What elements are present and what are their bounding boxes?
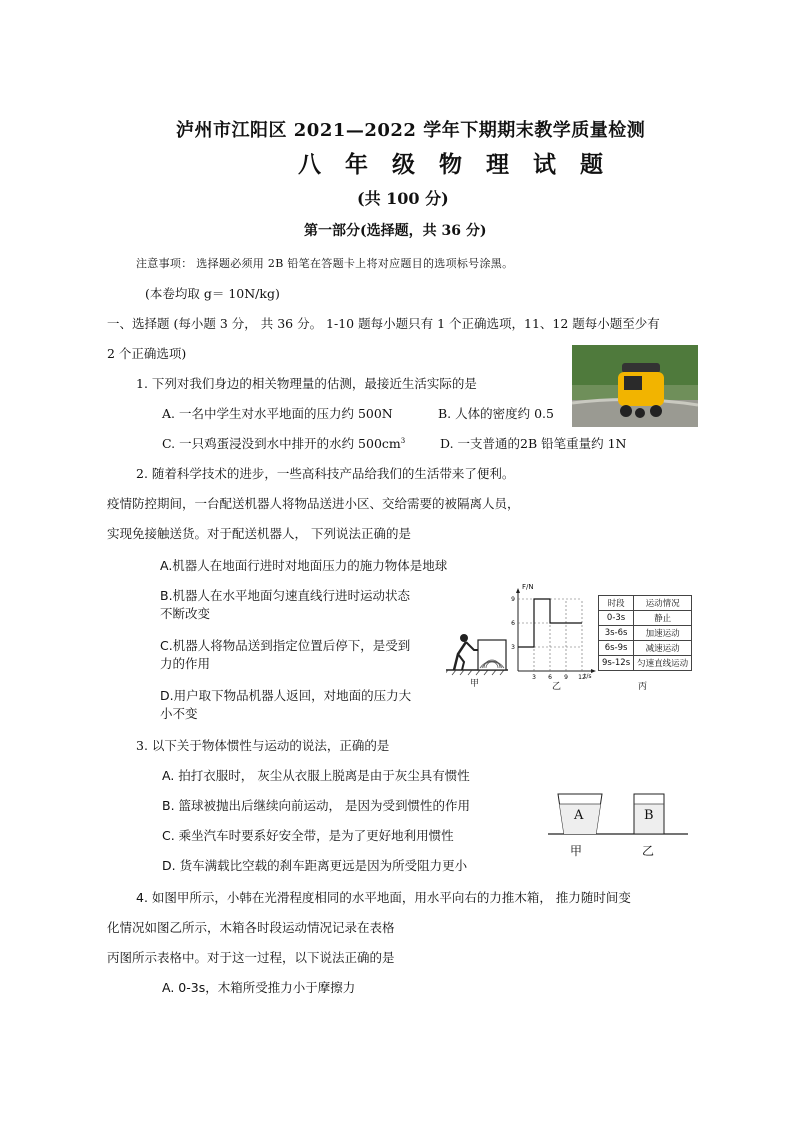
question-2-option-d-cont: 小不变 [160, 706, 198, 721]
question-4-stem-line3: 丙图所示表格中。对于这一过程，以下说法正确的是 [107, 950, 395, 965]
exam-title: 泸州市江阳区 2021—2022 学年下期期末教学质量检测 [176, 120, 646, 141]
table-row [599, 656, 692, 671]
table-row [599, 611, 692, 626]
question-4-stem: 4. 如图甲所示，小韩在光滑程度相同的水平地面，用水平向右的力推木箱， 推力随时间变 [136, 890, 631, 905]
caption-jia: 甲 [470, 679, 480, 689]
question-1-option-b[interactable]: B. 人体的密度约 0.5 [438, 406, 554, 421]
question-3-option-a[interactable]: A. 拍打衣服时， 灰尘从衣服上脱离是由于灰尘具有惯性 [162, 768, 470, 783]
question-2-option-c-cont: 力的作用 [160, 656, 211, 671]
y-tick-label: 6 [511, 620, 515, 627]
x-tick-label: 9 [564, 674, 568, 681]
table-row [599, 641, 692, 656]
question-3-option-b[interactable]: B. 篮球被抛出后继续向前运动， 是因为受到惯性的作用 [162, 798, 470, 813]
question-1-option-a[interactable]: A. 一名中学生对水平地面的压力约 500N [162, 406, 393, 421]
table-cell: 匀速直线运动 [634, 656, 692, 671]
table-cell: 静止 [634, 611, 692, 626]
table-row [599, 626, 692, 641]
x-tick-label: 3 [532, 674, 536, 681]
figure-pushing-box [446, 620, 508, 690]
cups-figure [548, 790, 688, 860]
cup-a-label: A [574, 808, 584, 823]
question-2-option-b[interactable]: B.机器人在水平地面匀速直线行进时运动状态 [160, 588, 411, 603]
table-header: 时段 [599, 596, 634, 611]
cup-b-label: B [644, 808, 654, 823]
question-1-option-c-text: C. 一只鸡蛋浸没到水中排开的水约 500cm [162, 436, 401, 451]
section-intro-cont: 2 个正确选项) [107, 346, 187, 361]
chart-ylabel: F/N [522, 583, 534, 591]
chart-xunit: t/s [584, 673, 592, 680]
question-2-stem-line3: 实现免接触送货。对于配送机器人， 下列说法正确的是 [107, 526, 411, 541]
y-tick-label: 3 [511, 644, 515, 651]
question-3-option-d[interactable]: D. 货车满载比空载的刹车距离更远是因为所受阻力更小 [162, 858, 468, 873]
table-cell: 3s-6s [599, 626, 634, 641]
cups-caption-yi: 乙 [642, 844, 655, 858]
question-2-option-b-cont: 不断改变 [160, 606, 211, 621]
total-score: (共 100 分) [357, 189, 449, 208]
question-3-stem: 3. 以下关于物体惯性与运动的说法，正确的是 [136, 738, 390, 753]
table-header: 运动情况 [634, 596, 692, 611]
table-cell: 0-3s [599, 611, 634, 626]
x-tick-label: 12 [578, 674, 586, 681]
question-2-option-d[interactable]: D.用户取下物品机器人返回，对地面的压力大 [160, 688, 412, 703]
question-2-stem-line2: 疫情防控期间，一台配送机器人将物品送进小区、交给需要的被隔离人员， [107, 496, 520, 511]
motion-table [598, 595, 692, 692]
cups-caption-jia: 甲 [570, 844, 583, 858]
y-tick-label: 9 [511, 596, 515, 603]
question-4-stem-line2: 化情况如图乙所示，木箱各时段运动情况记录在表格 [107, 920, 395, 935]
question-2-option-a[interactable]: A.机器人在地面行进时对地面压力的施力物体是地球 [160, 558, 448, 573]
question-1-option-d[interactable]: D. 一支普通的2B 铅笔重量约 1N [440, 436, 627, 451]
caption-yi: 乙 [552, 682, 562, 692]
caption-bing: 丙 [638, 682, 648, 692]
delivery-robot-photo [572, 345, 698, 427]
section-intro: 一、选择题 (每小题 3 分， 共 36 分。 1-10 题每小题只有 1 个正确选项，11、12 题每小题至少有 [107, 316, 660, 331]
force-time-chart [508, 585, 596, 690]
x-tick-label: 6 [548, 674, 552, 681]
subject-title: 八 年 级 物 理 试 题 [298, 151, 612, 178]
cubic-superscript: 3 [400, 436, 406, 445]
part-title: 第一部分(选择题，共 36 分) [304, 223, 487, 239]
question-4-option-a[interactable]: A. 0-3s，木箱所受推力小于摩擦力 [162, 980, 356, 995]
question-2-stem: 2. 随着科学技术的进步，一些高科技产品给我们的生活带来了便利。 [136, 466, 515, 481]
table-cell: 6s-9s [599, 641, 634, 656]
question-1-option-c[interactable] [162, 434, 405, 452]
gravity-note: (本卷均取 g＝ 10N/kg) [145, 286, 280, 301]
question-2-option-c[interactable]: C.机器人将物品送到指定位置后停下，是受到 [160, 638, 411, 653]
question-1-stem: 1. 下列对我们身边的相关物理量的估测，最接近生活实际的是 [136, 376, 477, 391]
table-cell: 加速运动 [634, 626, 692, 641]
question-3-option-c[interactable]: C. 乘坐汽车时要系好安全带，是为了更好地利用惯性 [162, 828, 454, 843]
notice: 注意事项： 选择题必须用 2B 铅笔在答题卡上将对应题目的选项标号涂黑。 [136, 257, 514, 270]
table-cell: 减速运动 [634, 641, 692, 656]
table-cell: 9s-12s [599, 656, 634, 671]
